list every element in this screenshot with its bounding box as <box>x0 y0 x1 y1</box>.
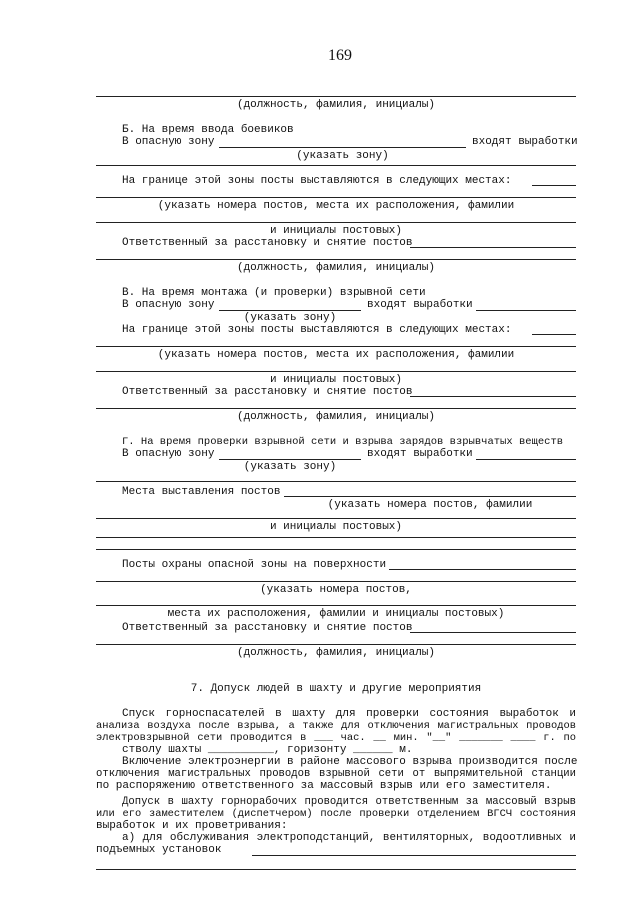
fill-line <box>96 518 576 519</box>
fill-line <box>96 165 576 166</box>
position-hint: (должность, фамилия, инициалы) <box>236 99 436 111</box>
fill-line <box>219 147 466 148</box>
paragraph-line: выработок и их проветривания: <box>96 820 288 832</box>
position-hint: (должность, фамилия, инициалы) <box>236 411 436 423</box>
fill-line <box>410 396 576 397</box>
position-hint: (должность, фамилия, инициалы) <box>236 647 436 659</box>
fill-line <box>476 459 576 460</box>
zone-hint: (указать зону) <box>296 150 389 162</box>
position-hint: (должность, фамилия, инициалы) <box>236 262 436 274</box>
section-g-surface-label: Посты охраны опасной зоны на поверхности <box>122 559 387 571</box>
posts-hint-cont: и инициалы постовых) <box>269 225 403 237</box>
fill-line <box>96 549 576 550</box>
paragraph-line: стволу шахты __________, горизонту ______ м. <box>122 744 413 756</box>
fill-line <box>284 496 576 497</box>
section-v-responsible-label: Ответственный за расстановку и снятие постов <box>122 386 413 398</box>
section-b-enter-label: входят выработки <box>472 136 578 148</box>
fill-line <box>96 197 576 198</box>
posts-hint: (указать номера постов, места их расположения, фамилии <box>157 349 515 361</box>
fill-line <box>532 185 576 186</box>
section-v-title: В. На время монтажа (и проверки) взрывной сети <box>122 287 426 299</box>
posts-hint-cont: места их расположения, фамилии и инициалы постовых) <box>167 608 505 620</box>
paragraph-line: электровзрывной сети проводится в ___ час. __ мин. "__" _______ ____ г. по <box>96 732 576 744</box>
paragraph-line: Включение электроэнергии в районе массового взрыва производится после <box>122 756 578 768</box>
paragraph-line: подъемных установок <box>96 844 222 856</box>
paragraph-line: анализа воздуха после взрыва, а также для отключения магистральных проводов <box>96 720 576 732</box>
paragraph-line: Допуск в шахту горнорабочих проводится ответственным за массовый взрыв <box>122 796 576 808</box>
paragraph-line: Спуск горноспасателей в шахту для проверки состояния выработок и <box>122 708 576 720</box>
fill-line <box>252 855 576 856</box>
fill-line <box>410 632 576 633</box>
section-g-title: Г. На время проверки взрывной сети и взрыва зарядов взрывчатых веществ <box>122 436 564 448</box>
zone-hint: (указать зону) <box>243 461 337 473</box>
posts-hint-cont: и инициалы постовых) <box>269 521 403 533</box>
section-v-zone-label: В опасную зону <box>122 299 215 311</box>
fill-line <box>532 334 576 335</box>
fill-line <box>96 259 576 260</box>
paragraph-line: или его заместителем (диспетчером) после проверки отделением ВГСЧ состояния <box>96 808 576 820</box>
fill-line <box>96 537 576 538</box>
posts-hint: (указать номера постов, фамилии <box>327 499 533 511</box>
fill-line <box>96 222 576 223</box>
section-g-enter-label: входят выработки <box>367 448 473 460</box>
page-number: 169 <box>328 47 352 64</box>
fill-line <box>96 605 576 606</box>
fill-line <box>96 644 576 645</box>
section-b-border-label: На границе этой зоны посты выставляются в следующих местах: <box>122 175 512 187</box>
fill-line <box>476 310 576 311</box>
fill-line <box>96 371 576 372</box>
fill-line <box>219 310 361 311</box>
paragraph-line: по распоряжению ответственного за массовый взрыв или его заместителя. <box>96 780 552 792</box>
section-b-responsible-label: Ответственный за расстановку и снятие постов <box>122 237 413 249</box>
fill-line <box>96 869 576 870</box>
fill-line <box>96 346 576 347</box>
paragraph-line: отключения магистральных проводов взрывной сети от выпрямительной станции <box>96 768 576 780</box>
posts-hint: (указать номера постов, <box>260 584 412 596</box>
fill-line <box>96 481 576 482</box>
posts-hint: (указать номера постов, места их расположения, фамилии <box>157 200 515 212</box>
fill-line <box>96 408 576 409</box>
fill-line <box>219 459 361 460</box>
section-g-zone-label: В опасную зону <box>122 448 215 460</box>
fill-line <box>96 96 576 97</box>
section-g-places-label: Места выставления постов <box>122 486 281 498</box>
section-b-zone-label: В опасную зону <box>122 136 215 148</box>
section-g-responsible-label: Ответственный за расстановку и снятие постов <box>122 622 413 634</box>
paragraph-line: а) для обслуживания электроподстанций, вентиляторных, водоотливных и <box>122 832 576 844</box>
section-v-border-label: На границе этой зоны посты выставляются в следующих местах: <box>122 324 512 336</box>
section-7-title: 7. Допуск людей в шахту и другие мероприятия <box>190 683 482 695</box>
section-b-title: Б. На время ввода боевиков <box>122 124 294 136</box>
zone-hint: (указать зону) <box>243 312 337 324</box>
fill-line <box>96 581 576 582</box>
section-v-enter-label: входят выработки <box>367 299 473 311</box>
posts-hint-cont: и инициалы постовых) <box>269 374 403 386</box>
fill-line <box>389 569 576 570</box>
fill-line <box>410 247 576 248</box>
